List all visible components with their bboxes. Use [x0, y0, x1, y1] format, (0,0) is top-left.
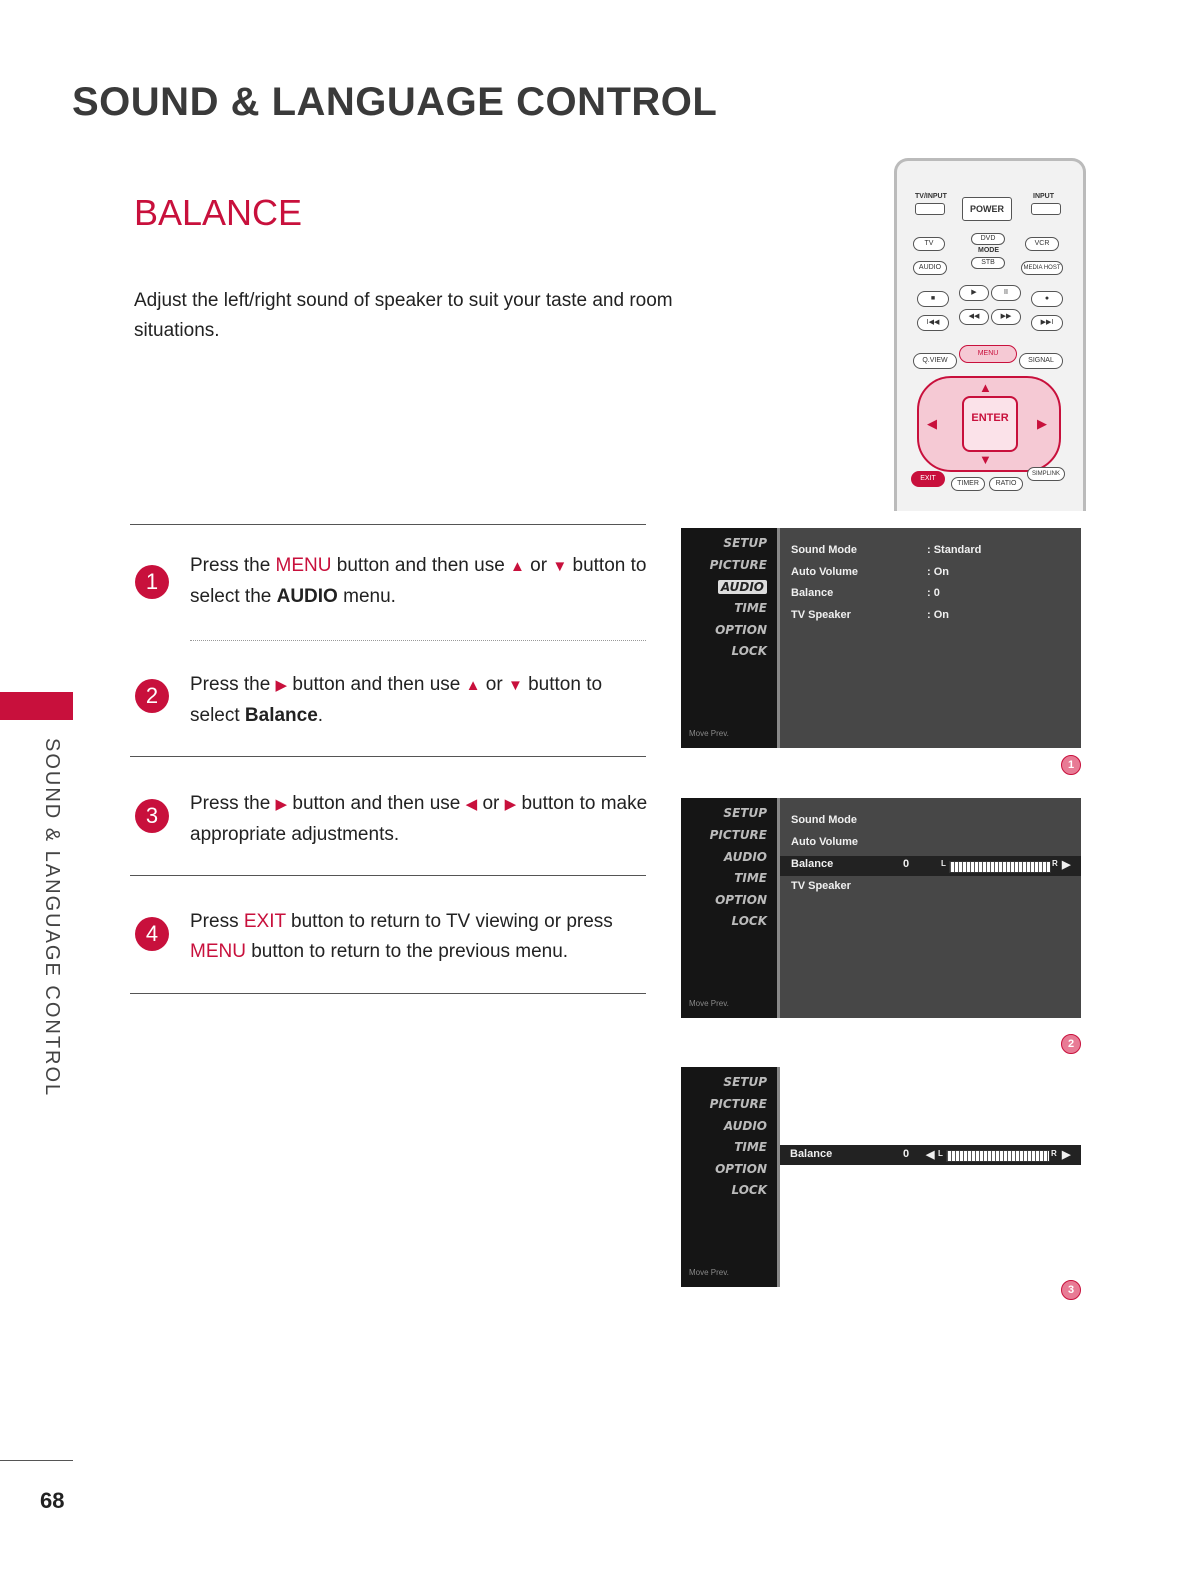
balance-slider — [949, 861, 1051, 873]
input-label: INPUT — [1033, 193, 1054, 200]
right-arrow-icon: ▶ — [504, 796, 517, 813]
section-title: BALANCE — [134, 192, 303, 233]
osd-screen-3-menu — [681, 1067, 780, 1287]
osd-menu-panel — [681, 798, 780, 1018]
media-host-button: MEDIA HOST — [1021, 261, 1063, 275]
osd-row-label: Auto Volume — [791, 566, 859, 578]
right-arrow-icon: ▶ — [1062, 859, 1071, 871]
step-4-text: Press EXIT button to return to TV viewing or press MENU button to return to the previous menu. — [190, 911, 613, 962]
osd-row-label: Sound Mode — [791, 814, 857, 826]
page-number-rule — [0, 1460, 73, 1461]
osd-row-label: Balance — [791, 858, 834, 870]
osd-menu-audio: AUDIO — [723, 850, 767, 864]
signal-button: SIGNAL — [1019, 353, 1063, 369]
step-number-1: 1 — [135, 565, 169, 599]
osd-row-value: : Standard — [927, 544, 982, 556]
down-arrow-icon: ▼ — [507, 677, 523, 694]
osd-menu-lock: LOCK — [731, 1183, 767, 1197]
stb-mode-button: STB — [971, 257, 1005, 269]
osd-balance-value: 0 — [903, 1148, 910, 1160]
page-number: 68 — [40, 1488, 65, 1513]
step-number-4: 4 — [135, 917, 169, 951]
right-arrow-icon: ▶ — [1037, 416, 1047, 431]
osd-screen-1 — [681, 528, 1081, 748]
down-arrow-icon: ▼ — [552, 558, 568, 575]
previous-button: I◀◀ — [917, 315, 949, 331]
osd-row-value: : 0 — [927, 587, 940, 599]
osd-screen-2 — [681, 798, 1081, 1018]
osd-menu-lock: LOCK — [731, 644, 767, 658]
osd-menu-time: TIME — [734, 871, 767, 885]
right-arrow-icon: ▶ — [275, 677, 288, 694]
tv-input-label: TV/INPUT — [915, 193, 947, 200]
osd-row-label: TV Speaker — [791, 880, 851, 892]
osd-menu-setup: SETUP — [723, 1075, 767, 1089]
right-arrow-icon: ▶ — [275, 796, 288, 813]
step-divider — [130, 875, 646, 876]
osd-menu-picture: PICTURE — [709, 828, 767, 842]
step-divider — [130, 993, 646, 994]
screen-badge-2: 2 — [1061, 1034, 1081, 1054]
up-arrow-icon: ▲ — [465, 677, 481, 694]
intro-text: Adjust the left/right sound of speaker to suit your taste and room situations. — [134, 290, 673, 341]
enter-label: ENTER — [971, 412, 1009, 424]
step-divider — [130, 756, 646, 757]
slider-right-label: R — [1052, 859, 1058, 868]
play-button: ▶ — [959, 285, 989, 301]
osd-menu-picture: PICTURE — [709, 558, 767, 572]
osd-menu-setup: SETUP — [723, 536, 767, 550]
screen-badge-1: 1 — [1061, 755, 1081, 775]
osd-menu-audio: AUDIO — [718, 580, 767, 594]
slider-left-label: L — [938, 1149, 943, 1158]
simplink-button: SIMPLINK — [1027, 467, 1065, 481]
osd-menu-lock: LOCK — [731, 914, 767, 928]
osd-row-label: TV Speaker — [791, 609, 851, 621]
left-arrow-icon: ◀ — [926, 1149, 935, 1161]
step-number-3: 3 — [135, 799, 169, 833]
down-arrow-icon: ▼ — [979, 452, 992, 467]
left-arrow-icon: ◀ — [465, 796, 478, 813]
power-button: POWER — [962, 197, 1012, 221]
osd-menu-audio: AUDIO — [723, 1119, 767, 1133]
tv-mode-button: TV — [913, 237, 945, 251]
osd-row-value: : On — [927, 566, 949, 578]
osd-balance-label: Balance — [790, 1148, 833, 1160]
dvd-mode-button: DVD — [971, 233, 1005, 245]
osd-menu-panel — [681, 528, 780, 748]
step-divider — [130, 524, 646, 525]
right-arrow-icon: ▶ — [1062, 1149, 1071, 1161]
exit-button: EXIT — [911, 471, 945, 487]
timer-button: TIMER — [951, 477, 985, 491]
step-1-text: Press the MENU button and then use ▲ or ▼ button to select the AUDIO menu. — [190, 555, 647, 607]
remote-control-illustration — [894, 158, 1086, 511]
enter-button — [962, 396, 1018, 452]
osd-row-label: Sound Mode — [791, 544, 857, 556]
audio-mode-button: AUDIO — [913, 261, 947, 275]
osd-menu-picture: PICTURE — [709, 1097, 767, 1111]
osd-menu-option: OPTION — [715, 623, 767, 637]
step-3-text: Press the ▶ button and then use ◀ or ▶ button to make appropriate adjustments. — [190, 793, 648, 845]
osd-row-label: Auto Volume — [791, 836, 859, 848]
slider-right-label: R — [1051, 1149, 1057, 1158]
ratio-button: RATIO — [989, 477, 1023, 491]
fast-forward-button: ▶▶ — [991, 309, 1021, 325]
osd-menu-time: TIME — [734, 1140, 767, 1154]
osd-menu-option: OPTION — [715, 1162, 767, 1176]
slider-left-label: L — [941, 859, 946, 868]
record-button: ● — [1031, 291, 1063, 307]
tv-input-button — [915, 203, 945, 215]
osd-footer: Move Prev. — [689, 1268, 729, 1277]
screen-badge-3: 3 — [1061, 1280, 1081, 1300]
osd-row-label: Balance — [791, 587, 834, 599]
balance-slider — [946, 1150, 1050, 1162]
pause-button: II — [991, 285, 1021, 301]
osd-row-value: : On — [927, 609, 949, 621]
navigation-pad — [917, 376, 1061, 472]
osd-footer: Move Prev. — [689, 999, 729, 1008]
osd-footer: Move Prev. — [689, 729, 729, 738]
osd-balance-value: 0 — [903, 858, 910, 870]
page-title: SOUND & LANGUAGE CONTROL — [72, 80, 718, 124]
input-button — [1031, 203, 1061, 215]
qview-button: Q.VIEW — [913, 353, 957, 369]
vcr-mode-button: VCR — [1025, 237, 1059, 251]
osd-balance-bar — [780, 1145, 1081, 1165]
step-number-2: 2 — [135, 679, 169, 713]
step-dotted-divider — [190, 640, 646, 641]
menu-button: MENU — [959, 345, 1017, 363]
side-section-label: SOUND & LANGUAGE CONTROL — [41, 738, 63, 1098]
up-arrow-icon: ▲ — [979, 380, 992, 395]
osd-menu-time: TIME — [734, 601, 767, 615]
side-tab-marker — [0, 692, 73, 720]
osd-menu-setup: SETUP — [723, 806, 767, 820]
stop-button: ■ — [917, 291, 949, 307]
step-2-text: Press the ▶ button and then use ▲ or ▼ button to select Balance. — [190, 674, 603, 726]
up-arrow-icon: ▲ — [510, 558, 525, 575]
next-button: ▶▶I — [1031, 315, 1063, 331]
rewind-button: ◀◀ — [959, 309, 989, 325]
left-arrow-icon: ◀ — [927, 416, 937, 431]
mode-label: MODE — [978, 247, 999, 254]
osd-menu-option: OPTION — [715, 893, 767, 907]
